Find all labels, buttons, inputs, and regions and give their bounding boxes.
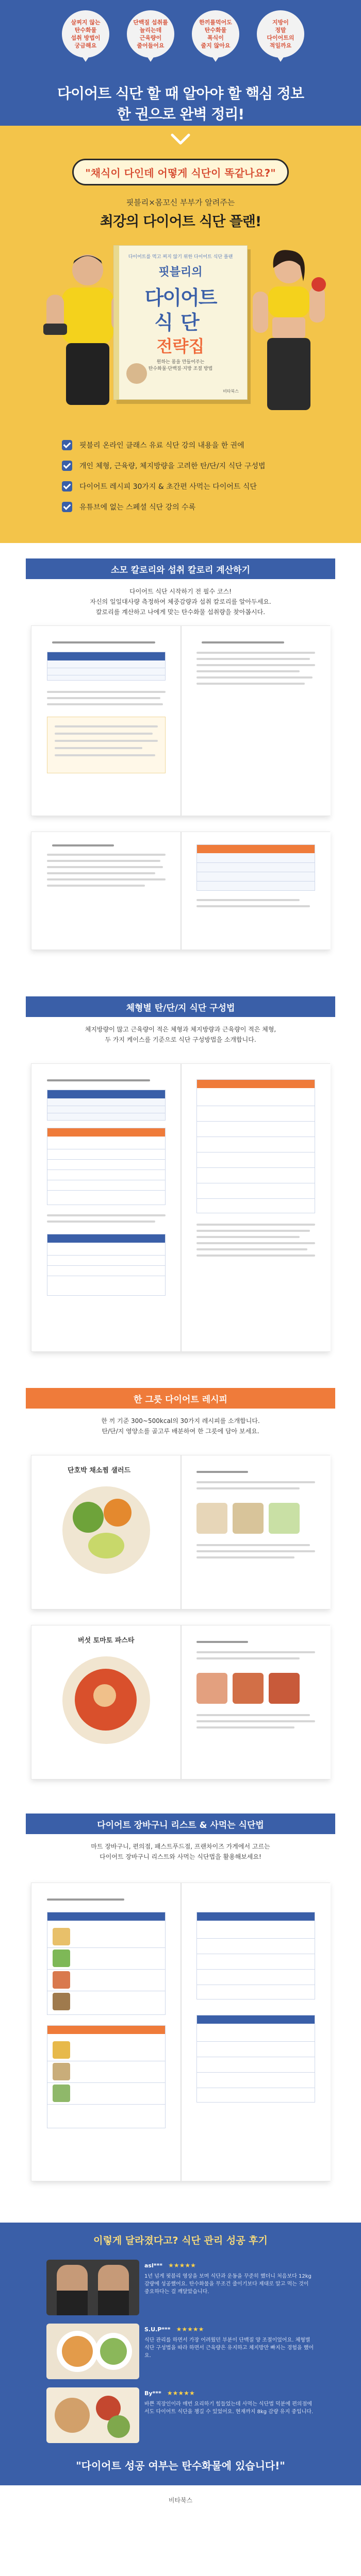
book-page-right xyxy=(181,1064,331,1351)
publisher-footer xyxy=(0,2485,361,2514)
checklist-item xyxy=(62,476,299,497)
book-spread-preview xyxy=(31,832,330,950)
reviewer-name: asl*** xyxy=(144,2262,162,2269)
question-bubble: 한끼를먹어도 탄수화물 폭식이 줄지 않아요 xyxy=(192,10,239,58)
book-subtitle: 원하는 몸을 만들어주는 탄수화물·단백질·지방 조절 방법 xyxy=(148,360,213,371)
book-page-right xyxy=(181,1883,331,2181)
quote-pill: "채식이 다인데 어떻게 식단이 똑같나요?" xyxy=(72,159,289,185)
book-spread-preview xyxy=(31,1063,330,1352)
book-page-left xyxy=(31,1883,181,2181)
trainer-woman-image xyxy=(242,245,330,410)
recipe-page-photo xyxy=(31,1625,181,1779)
checklist-text: 핏블리 온라인 클래스 유료 식단 강의 내용을 한 권에 xyxy=(79,442,244,450)
feature-checklist xyxy=(62,435,299,517)
checklist-text: 개인 체형, 근육량, 체지방량을 고려한 탄/단/지 식단 구성법 xyxy=(79,462,266,470)
checklist-item xyxy=(62,455,299,476)
book-spread-preview xyxy=(31,625,330,816)
checklist-item xyxy=(62,435,299,455)
book-page-left xyxy=(31,626,181,816)
book-title: 다이어트 xyxy=(144,286,217,309)
recipe-page-steps xyxy=(181,1455,331,1609)
section-title: 소모 칼로리와 섭취 칼로리 계산하기 xyxy=(26,558,335,579)
review-text: 1년 넘게 핏블리 영상을 보며 식단과 운동을 꾸준히 했더니 처음보다 12kg 감량에 성공했어요. 탄수화물을 무조건 줄이기보다 제대로 알고 먹는 것이 중요하다는 걸 깨달았습니다. xyxy=(144,2274,311,2295)
rating-stars-icon: ★★★★★ xyxy=(176,2326,204,2333)
reviews-footer-quote: "다이어트 성공 여부는 탄수화물에 있습니다!" xyxy=(76,2460,285,2472)
intro-section xyxy=(0,126,361,543)
recipe-title: 버섯 토마토 파스타 xyxy=(78,1637,135,1645)
question-bubble: 단백질 섭취를 늘리는데 근육량이 줄어들어요 xyxy=(127,10,174,58)
recipe-title: 단호박 채소찜 샐러드 xyxy=(68,1467,131,1475)
reviewer-name: By*** xyxy=(144,2390,161,2397)
book-cover xyxy=(113,245,248,400)
review-photo xyxy=(46,2324,139,2379)
checklist-text: 다이어트 레시피 30가지 & 초간편 사먹는 다이어트 식단 xyxy=(79,483,257,491)
top-banner xyxy=(0,0,361,126)
reviews-section xyxy=(0,2223,361,2485)
recipe-spread-preview xyxy=(31,1455,330,1609)
checklist-text: 유튜브에 없는 스페셜 식단 강의 수록 xyxy=(79,503,196,512)
review-text: 바쁜 직장인이라 매번 요리하기 힘들었는데 사먹는 식단법 덕분에 편의점에서도 다이어트 식단을 챙길 수 있었어요. 현재까지 8kg 감량 유지 중입니다. xyxy=(144,2401,314,2415)
author-avatar xyxy=(126,363,147,384)
section-calorie xyxy=(0,543,361,986)
book-spread-preview xyxy=(31,1883,330,2181)
rating-stars-icon: ★★★★★ xyxy=(167,2389,195,2397)
book-tagline: 다이어트를 먹고 찌지 않기 위한 다이어트 식단 플랜 xyxy=(128,255,233,260)
section-description: 마트 장바구니, 편의점, 패스트푸드점, 프랜차이즈 가게에서 고르는 다이어트 장바구니 리스트와 사먹는 식단법을 활용해보세요! xyxy=(91,1843,270,1860)
reviews-heading: 이렇게 달라졌다고? 식단 관리 성공 후기 xyxy=(93,2235,268,2246)
review-card xyxy=(144,2260,315,2315)
section-shopping xyxy=(0,1805,361,2223)
review-photo xyxy=(46,2387,139,2443)
recipe-page-photo xyxy=(31,1455,181,1609)
intro-subtitle: 핏블리×몸꼬신 부부가 알려주는 xyxy=(126,198,235,207)
intro-headline: 최강의 다이어트 식단 플랜! xyxy=(100,214,261,230)
book-title-3: 전략집 xyxy=(156,336,205,356)
publisher-logo: 비타북스 xyxy=(168,2496,193,2504)
book-page-left xyxy=(31,832,181,950)
book-brand: 핏블리의 xyxy=(158,266,203,279)
top-title-sub: 한 권으로 완벽 정리! xyxy=(117,106,244,123)
book-page-right xyxy=(181,832,331,950)
checkbox-icon xyxy=(62,502,72,512)
section-description: 한 끼 기준 300~500kcal의 30가지 레시피를 소개합니다. 탄/단/지 영양소를 골고루 배분하여 한 그릇에 담아 보세요. xyxy=(101,1417,260,1435)
question-bubble: 살찌지 않는 탄수화물 섭취 방법이 궁금해요 xyxy=(62,10,109,58)
book-publisher: 비타북스 xyxy=(223,389,239,394)
rating-stars-icon: ★★★★★ xyxy=(168,2262,196,2269)
recipe-page-steps xyxy=(181,1625,331,1779)
checkbox-icon xyxy=(62,440,72,450)
book-page-right xyxy=(181,626,331,816)
review-text: 식단 관리를 하면서 가장 어려웠던 부분이 단백질 양 조절이었어요. 체형별 식단 구성법을 따라 하면서 근육량은 유지하고 체지방만 빠지는 경험을 했어요. xyxy=(144,2337,314,2359)
recipe-spread-preview xyxy=(31,1625,330,1780)
checkbox-icon xyxy=(62,461,72,471)
book-page-left xyxy=(31,1064,181,1351)
section-description: 체지방량이 많고 근육량이 적은 체형과 체지방량과 근육량이 적은 체형, 두 가지 케이스를 기준으로 식단 구성방법을 소개합니다. xyxy=(85,1026,276,1043)
section-title: 체형별 탄/단/지 식단 구성법 xyxy=(26,996,335,1017)
review-card xyxy=(144,2387,315,2443)
section-description: 다이어트 식단 시작하기 전 필수 코스! 자신의 일일대사량 측정하여 체중감량과 섭취 칼로리를 알아두세요. 칼로리를 계산하고 나에게 맞는 탄수화물 섭취량을 찾아봅시다. xyxy=(90,588,271,616)
section-title: 다이어트 장바구니 리스트 & 사먹는 식단법 xyxy=(26,1814,335,1834)
review-card xyxy=(144,2324,315,2379)
question-bubbles xyxy=(0,5,361,77)
question-bubble: 지방이 정말 다이어트의 적일까요 xyxy=(257,10,304,58)
recipe-bowl-image xyxy=(62,1486,150,1574)
reviewer-name: S.U.P*** xyxy=(144,2326,171,2333)
section-title: 한 그릇 다이어트 레시피 xyxy=(26,1388,335,1409)
book-title-2: 식단 xyxy=(154,311,207,334)
chevron-down-icon xyxy=(170,133,191,146)
checkbox-icon xyxy=(62,481,72,492)
review-photo xyxy=(46,2260,139,2315)
top-title: 다이어트 식단 할 때 알아야 할 핵심 정보 xyxy=(57,85,304,102)
checklist-item xyxy=(62,497,299,517)
recipe-bowl-image xyxy=(62,1656,150,1744)
section-recipes xyxy=(0,1378,361,1805)
section-body-type xyxy=(0,986,361,1378)
